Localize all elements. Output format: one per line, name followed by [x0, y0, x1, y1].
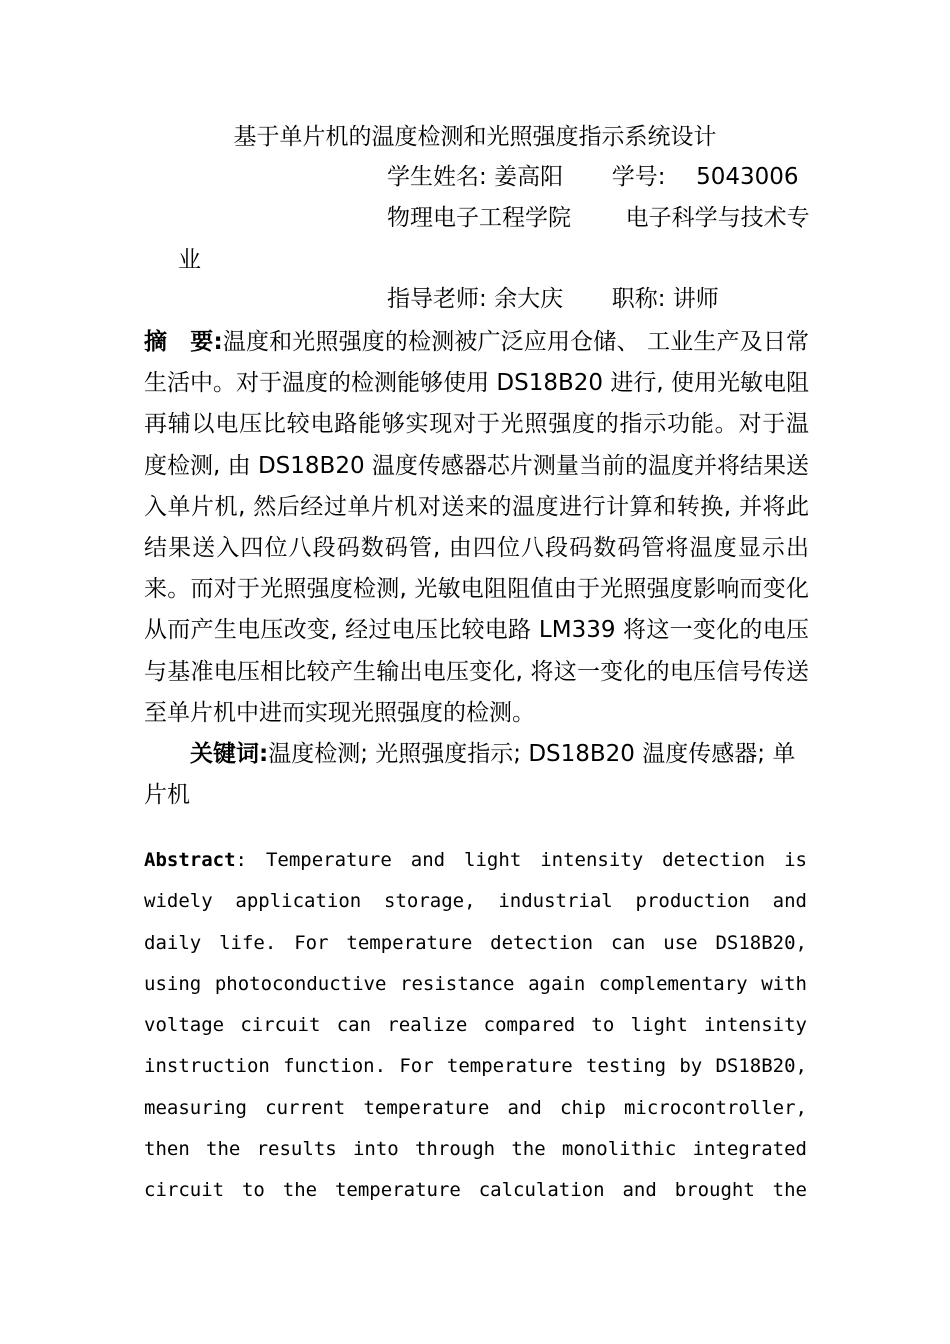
advisor-line	[387, 284, 719, 314]
keywords	[144, 734, 809, 816]
advisor-name: 余大庆	[494, 286, 564, 312]
chinese-abstract	[144, 322, 809, 734]
english-abstract	[144, 840, 807, 1212]
advisor-rank-label: 职称:	[611, 286, 666, 312]
student-info-line	[387, 162, 799, 192]
english-abstract-label: Abstract	[144, 849, 236, 871]
major-name: 电子科学与技术专	[625, 205, 810, 231]
page-title: 基于单片机的温度检测和光照强度指示系统设计	[233, 124, 717, 150]
chinese-abstract-text: 温度和光照强度的检测被广泛应用仓储、 工业生产及日常生活中。对于温度的检测能够使用 DS18B20 进行, 使用光敏电阻再辅以电压比较电路能够实现对于光照强度的指示功能。对于温度检测, 由 DS18B20 温度传感器芯片测量当前的温度并将结果送入单片机, 然后经过单片机对送来的温度进行计算和转换, 并将此结果送入四位八段码数码管, 由四位八段码数码管将温度显示出来。而对于光照强度检测, 光敏电阻阻值由于光照强度影响而变化从而产生电压改变, 经过电压比较电路 LM339 将这一变化的电压与基准电压相比较产生输出电压变化, 将这一变化的电压信号传送至单片机中进而实现光照强度的检测。	[144, 329, 810, 726]
advisor-rank: 讲师	[672, 286, 719, 312]
advisor-label: 指导老师:	[387, 286, 487, 312]
major-name-continued: 业	[178, 247, 201, 273]
keywords-text: 温度检测; 光照强度指示; DS18B20 温度传感器; 单片机	[144, 741, 796, 808]
chinese-abstract-label: 摘 要:	[144, 329, 223, 355]
student-name-label: 学生姓名:	[387, 164, 487, 190]
department-line	[387, 203, 810, 233]
college-name: 物理电子工程学院	[387, 205, 571, 231]
english-abstract-text: : Temperature and light intensity detection is widely application storage, industrial production and daily life. For temperature detection can use DS18B20, using photoconductive resistance again complementary with voltage circuit can realize compared to light intensity instruction function. For temperature testing by DS18B20, measuring current temperature and chip microcontroller, then the results into through the monolithic integrated circuit to the temperature calculation and brought the	[144, 849, 807, 1202]
student-id: 5043006	[696, 164, 799, 190]
student-name: 姜高阳	[494, 164, 564, 190]
student-id-label: 学号:	[611, 164, 666, 190]
keywords-label: 关键词:	[190, 741, 269, 767]
